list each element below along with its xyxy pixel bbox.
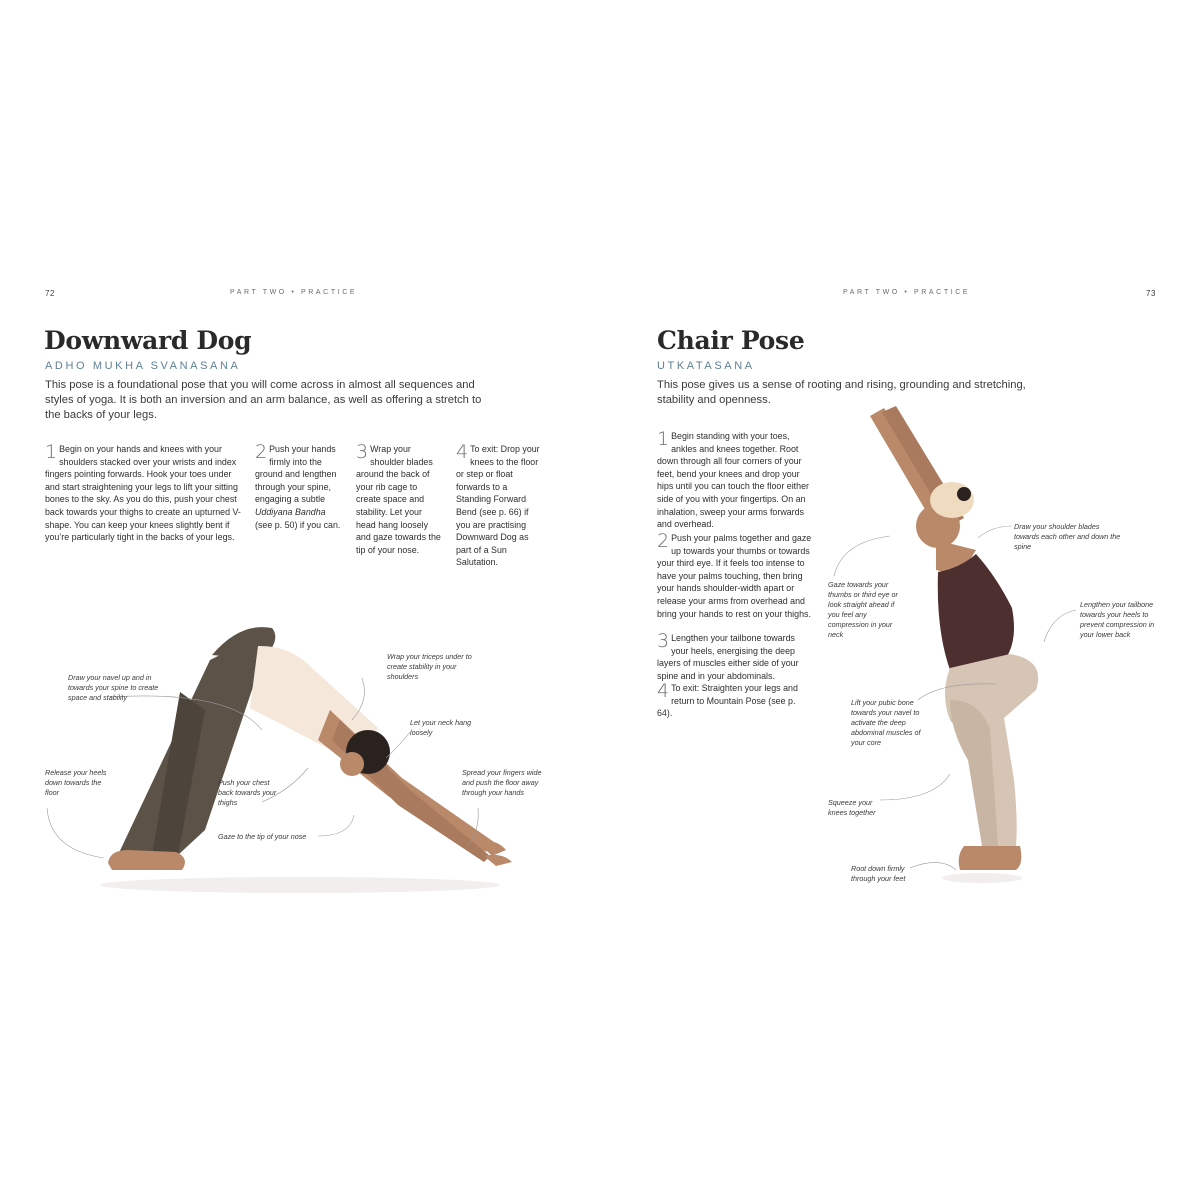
step-text: Begin standing with your toes, ankles and knees together. Root down through all four corners of your feet, bend your knees and drop your hips until you can touch the floor either side of you with your fingertips. On an inhalation, sweep your arms forwards and overhead. xyxy=(657,431,809,530)
annotation-triceps: Wrap your triceps under to create stability in your shoulders xyxy=(387,652,472,681)
pose-sanskrit-name: ADHO MUKHA SVANASANA xyxy=(45,360,241,372)
step-text: Lengthen your tailbone towards your heels, energising the deep layers of muscles either side of your spine and in your abdominals. xyxy=(657,633,799,681)
pose-title: Chair Pose xyxy=(657,326,805,355)
running-head: PART TWO • PRACTICE xyxy=(230,289,358,296)
scrunchie xyxy=(957,487,971,501)
step-number: 4 xyxy=(456,441,469,463)
pose-intro: This pose is a foundational pose that you will come across in almost all sequences and styles of yoga. It is both an inversion and an arm balance, as well as offering a stretch to the backs of your legs. xyxy=(45,379,482,421)
annotation-neck: Let your neck hang loosely xyxy=(410,718,472,737)
step-emphasis: Uddiyana Bandha xyxy=(255,506,326,517)
step-number: 4 xyxy=(657,680,670,702)
annotation-shoulder-blades: Draw your shoulder blades towards each other and down the spine xyxy=(1014,522,1121,551)
step-number: 1 xyxy=(45,441,58,463)
step-3 xyxy=(356,443,442,556)
feet xyxy=(108,850,185,870)
face xyxy=(340,752,364,776)
step-3 xyxy=(657,632,813,682)
step-text: To exit: Straighten your legs and return to Mountain Pose (see p. 64). xyxy=(657,683,798,719)
step-2 xyxy=(255,443,345,531)
top xyxy=(938,554,1014,670)
step-number: 1 xyxy=(657,428,670,450)
annotation-chest: Push your chest back towards your thighs xyxy=(218,778,277,807)
floor-shadow xyxy=(100,877,500,893)
annotation-navel: Draw your navel up and in towards your spine to create space and stability xyxy=(68,673,159,702)
annotation-pubic-bone: Lift your pubic bone towards your navel to activate the deep abdominal muscles of your core xyxy=(851,698,921,747)
step-4 xyxy=(657,682,813,720)
step-1 xyxy=(657,430,813,531)
step-number: 2 xyxy=(657,530,670,552)
page-number: 73 xyxy=(1146,289,1156,298)
feet xyxy=(959,846,1022,870)
step-number: 3 xyxy=(657,630,670,652)
running-head: PART TWO • PRACTICE xyxy=(843,289,971,296)
annotation-root: Root down firmly through your feet xyxy=(851,864,906,883)
annotation-tailbone: Lengthen your tailbone towards your heels to prevent compression in your lower back xyxy=(1080,600,1155,639)
step-4 xyxy=(456,443,540,569)
step-text: Push your palms together and gaze up towards your thumbs or towards your third eye. If it feels too intense to have your palms touching, then bring your hands shoulder-width apart or release your arms from overhead and bring your hands to rest on your thighs. xyxy=(657,533,812,619)
step-text: Push your hands firmly into the ground and lengthen through your spine, engaging a subtle xyxy=(255,444,337,505)
downward-dog-illustration xyxy=(0,600,600,900)
floor-shadow xyxy=(942,873,1022,883)
left-page xyxy=(0,270,600,930)
step-number: 2 xyxy=(255,441,268,463)
annotation-knees: Squeeze your knees together xyxy=(828,798,876,817)
pose-sanskrit-name: UTKATASANA xyxy=(657,360,755,372)
annotation-heels: Release your heels down towards the floor xyxy=(45,768,107,797)
step-text: To exit: Drop your knees to the floor or step or float forwards to a Standing Forward Bend (see p. 66) if you are practising Downward Dog as part of a Sun Salutation. xyxy=(456,444,540,568)
pose-intro: This pose gives us a sense of rooting and rising, grounding and stretching, stability and openness. xyxy=(657,379,1026,406)
right-page xyxy=(600,270,1200,930)
annotation-gaze: Gaze to the tip of your nose xyxy=(218,832,307,841)
step-number: 3 xyxy=(356,441,369,463)
page-number: 72 xyxy=(45,289,55,298)
step-2 xyxy=(657,532,813,620)
step-text: Begin on your hands and knees with your shoulders stacked over your wrists and index fingers pointing forwards. Hook your toes under and start straightening your legs to lift your sitting bones to the sky. As you do this, push your chest back towards your thighs to create an upturned V-shape. You can keep your knees slightly bent if you’re particularly tight in the backs of your legs. xyxy=(45,444,241,543)
annotation-gaze: Gaze towards your thumbs or third eye or look straight ahead if you feel any compression in your neck xyxy=(828,580,898,639)
pose-title: Downward Dog xyxy=(44,326,252,355)
step-1 xyxy=(45,443,243,544)
step-text: (see p. 50) if you can. xyxy=(255,519,341,530)
step-text: Wrap your shoulder blades around the back of your rib cage to create space and stability. Let your head hang loosely and gaze towards the tip of your nose. xyxy=(356,444,441,555)
annotation-fingers: Spread your fingers wide and push the floor away through your hands xyxy=(462,768,542,797)
